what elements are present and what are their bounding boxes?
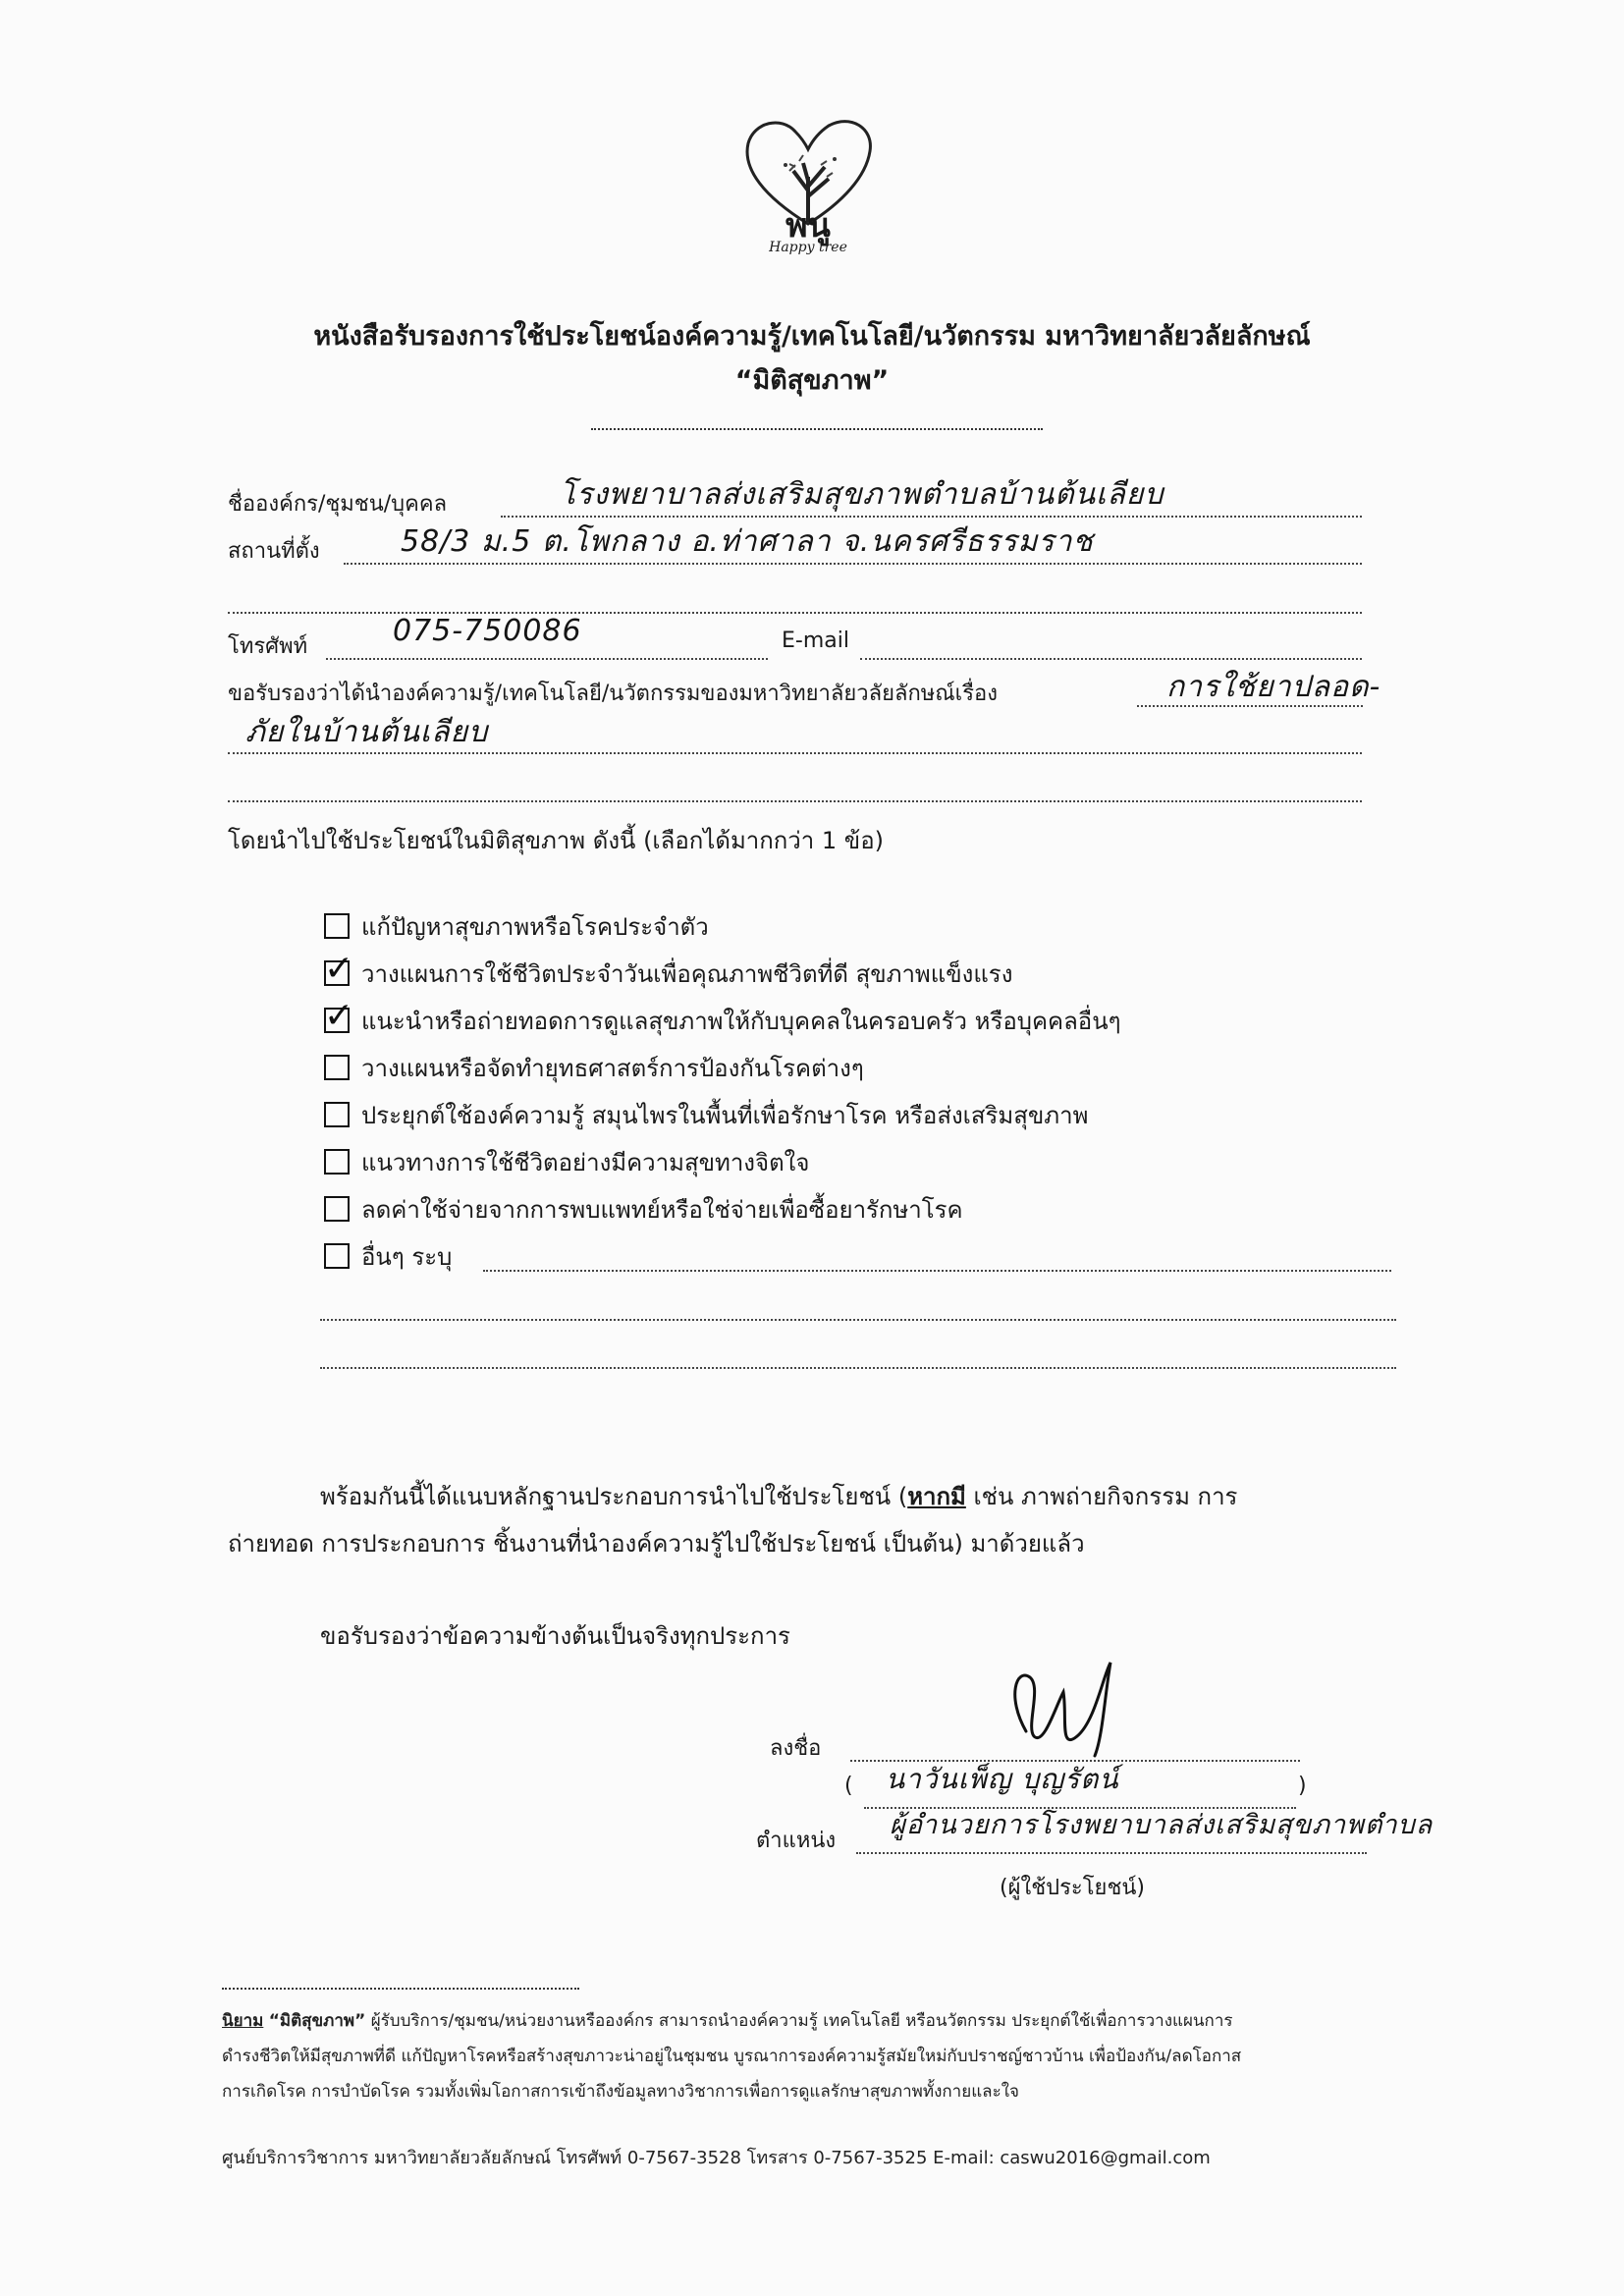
org-value: โรงพยาบาลส่งเสริมสุขภาพตำบลบ้านต้นเลียบ bbox=[560, 477, 1164, 512]
certify-value-1: การใช้ยาปลอด- bbox=[1166, 670, 1381, 704]
name-open-paren: ( bbox=[844, 1774, 853, 1798]
name-value: นาวันเพ็ญ บุญรัตน์ bbox=[886, 1763, 1119, 1795]
checkbox[interactable] bbox=[324, 1149, 350, 1175]
evidence-line-2: ถ่ายทอด การประกอบการ ชิ้นงานที่นำองค์ความรู้ไปใช้ประโยชน์ เป็นต้น) มาด้วยแล้ว bbox=[228, 1530, 1085, 1558]
option-label: ลดค่าใช้จ่ายจากการพบแพทย์หรือใช่จ่ายเพื่อซื้อยารักษาโรค bbox=[361, 1195, 963, 1224]
definition-line-2: ดำรงชีวิตให้มีสุขภาพที่ดี แก้ปัญหาโรคหรือสร้างสุขภาวะน่าอยู่ในชุมชน บูรณาการองค์ความรู้สมัยใหม่กับปราชญ์ชาวบ้าน เพื่อป้องกัน/ลดโอกาส bbox=[222, 2047, 1242, 2066]
document-title: หนังสือรับรองการใช้ประโยชน์องค์ความรู้/เทคโนโลยี/นวัตกรรม มหาวิทยาลัยวลัยลักษณ์ bbox=[313, 321, 1311, 352]
check-mark-icon: ✓ bbox=[324, 996, 354, 1036]
position-value: ผู้อำนวยการโรงพยาบาลส่งเสริมสุขภาพตำบล bbox=[890, 1810, 1434, 1840]
option-other[interactable] bbox=[324, 1236, 452, 1276]
checkbox[interactable] bbox=[324, 913, 350, 939]
email-field[interactable] bbox=[860, 629, 1362, 660]
checkbox-checked[interactable] bbox=[324, 949, 354, 989]
option-label: แนวทางการใช้ชีวิตอย่างมีความสุขทางจิตใจ bbox=[361, 1148, 810, 1176]
footnote-divider bbox=[222, 1988, 579, 1990]
checkbox[interactable] bbox=[324, 1243, 350, 1269]
evidence-text-a: พร้อมกันนี้ได้แนบหลักฐานประกอบการนำไปใช้ประโยชน์ ( bbox=[320, 1483, 908, 1510]
definition-term: นิยาม bbox=[222, 2011, 264, 2031]
name-close-paren: ) bbox=[1298, 1774, 1307, 1798]
checkbox-checked[interactable] bbox=[324, 996, 354, 1036]
definition-line-3: การเกิดโรค การบำบัดโรค รวมทั้งเพิ่มโอกาสการเข้าถึงข้อมูลทางวิชาการเพื่อการดูแลรักษาสุขภาพทั้งกายและใจ bbox=[222, 2082, 1019, 2102]
other-specify-field-line-2[interactable] bbox=[320, 1289, 1396, 1321]
user-role: (ผู้ใช้ประโยชน์) bbox=[1000, 1876, 1146, 1900]
option-label: วางแผนการใช้ชีวิตประจำวันเพื่อคุณภาพชีวิตที่ดี สุขภาพแข็งแรง bbox=[361, 959, 1013, 988]
certify-field-line-3[interactable] bbox=[228, 771, 1362, 802]
logo-tagline: Happy tree bbox=[769, 240, 847, 255]
logo-brand-text: พนู bbox=[785, 206, 831, 246]
checkbox[interactable] bbox=[324, 1055, 350, 1080]
title-divider bbox=[591, 428, 1043, 430]
org-label: ชื่อองค์กร/ชุมชน/บุคคล bbox=[228, 492, 448, 517]
certify-all-text: ขอรับรองว่าข้อความข้างต้นเป็นจริงทุกประการ bbox=[320, 1622, 790, 1650]
document-subtitle: “มิติสุขภาพ” bbox=[734, 365, 890, 396]
checkbox[interactable] bbox=[324, 1102, 350, 1127]
certify-value-2: ภัยในบ้านต้นเลียบ bbox=[245, 715, 489, 749]
checkbox[interactable] bbox=[324, 1196, 350, 1222]
option-health-problem[interactable] bbox=[324, 906, 709, 946]
definition-text-1: ผู้รับบริการ/ชุมชน/หน่วยงานหรือองค์กร สามารถนำองค์ความรู้ เทคโนโลยี หรือนวัตกรรม ประยุกต์ใช้เพื่อการวางแผนการ bbox=[365, 2011, 1233, 2031]
other-specify-field-line-3[interactable] bbox=[320, 1338, 1396, 1369]
option-transfer-care[interactable] bbox=[324, 996, 1121, 1040]
check-mark-icon: ✓ bbox=[324, 949, 354, 989]
other-specify-field[interactable] bbox=[483, 1240, 1391, 1272]
handwritten-signature bbox=[987, 1638, 1154, 1766]
option-daily-life-plan[interactable] bbox=[324, 949, 1013, 993]
usage-intro: โดยนำไปใช้ประโยชน์ในมิติสุขภาพ ดังนี้ (เลือกได้มากกว่า 1 ข้อ) bbox=[228, 827, 884, 854]
happy-tree-logo bbox=[734, 108, 882, 265]
option-label: วางแผนหรือจัดทำยุทธศาสตร์การป้องกันโรคต่างๆ bbox=[361, 1054, 864, 1082]
location-field-line-2[interactable] bbox=[228, 582, 1362, 614]
option-prevention-strategy[interactable] bbox=[324, 1048, 864, 1087]
evidence-line-1 bbox=[320, 1477, 1237, 1515]
definition-line-1 bbox=[222, 2007, 1233, 2034]
option-label: แก้ปัญหาสุขภาพหรือโรคประจำตัว bbox=[361, 912, 709, 941]
footer-contact: ศูนย์บริการวิชาการ มหาวิทยาลัยวลัยลักษณ์ โทรศัพท์ 0-7567-3528 โทรสาร 0-7567-3525 E-mail: caswu2016@gmail.com bbox=[222, 2148, 1211, 2168]
evidence-if-any: หากมี bbox=[907, 1483, 966, 1510]
evidence-text-c: เช่น ภาพถ่ายกิจกรรม การ bbox=[965, 1483, 1238, 1510]
phone-value: 075-750086 bbox=[393, 614, 582, 648]
option-label: ประยุกต์ใช้องค์ความรู้ สมุนไพรในพื้นที่เพื่อรักษาโรค หรือส่งเสริมสุขภาพ bbox=[361, 1101, 1089, 1129]
email-label: E-mail bbox=[782, 629, 849, 653]
location-label: สถานที่ตั้ง bbox=[228, 539, 320, 564]
option-reduce-cost[interactable] bbox=[324, 1189, 963, 1229]
certify-label: ขอรับรองว่าได้นำองค์ความรู้/เทคโนโลยี/นวัตกรรมของมหาวิทยาลัยวลัยลักษณ์เรื่อง bbox=[228, 682, 998, 706]
option-label: อื่นๆ ระบุ bbox=[361, 1242, 453, 1271]
option-herbal-knowledge[interactable] bbox=[324, 1095, 1088, 1134]
definition-term-name: “มิติสุขภาพ” bbox=[268, 2011, 366, 2031]
position-label: ตำแหน่ง bbox=[756, 1829, 837, 1853]
option-mental-happiness[interactable] bbox=[324, 1142, 809, 1181]
option-label: แนะนำหรือถ่ายทอดการดูแลสุขภาพให้กับบุคคลในครอบครัว หรือบุคคลอื่นๆ bbox=[361, 1007, 1121, 1035]
location-value: 58/3 ม.5 ต.โพกลาง อ.ท่าศาลา จ.นครศรีธรรมราช bbox=[401, 524, 1094, 559]
phone-label: โทรศัพท์ bbox=[228, 634, 308, 659]
sign-label: ลงชื่อ bbox=[770, 1736, 822, 1761]
